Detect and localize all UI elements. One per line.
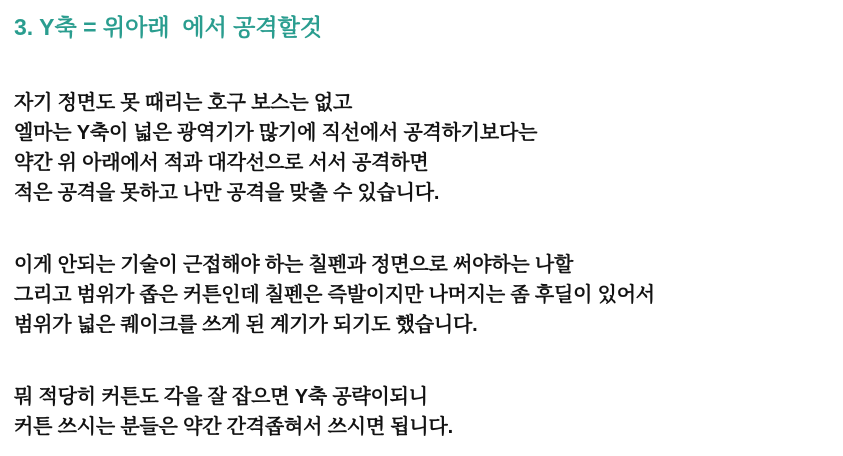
paragraph [14, 250, 829, 340]
text-line: 뭐 적당히 커튼도 각을 잘 잡으면 Y축 공략이되니 [14, 386, 428, 408]
text-line: 이게 안되는 기술이 근접해야 하는 칠펜과 정면으로 써야하는 나할 [14, 254, 574, 276]
paragraph [14, 382, 829, 442]
text-line: 적은 공격을 못하고 나만 공격을 맞출 수 있습니다. [14, 182, 440, 204]
paragraph-container [14, 88, 829, 442]
section-heading: 3. Y축 = 위아래 에서 공격할것 [14, 14, 323, 40]
text-line: 약간 위 아래에서 적과 대각선으로 서서 공격하면 [14, 152, 429, 174]
text-line: 범위가 넓은 퀘이크를 쓰게 된 계기가 되기도 했습니다. [14, 314, 478, 336]
text-line: 엘마는 Y축이 넓은 광역기가 많기에 직선에서 공격하기보다는 [14, 122, 538, 144]
text-line: 그리고 범위가 좁은 커튼인데 칠펜은 즉발이지만 나머지는 좀 후딜이 있어서 [14, 284, 655, 306]
text-line: 커튼 쓰시는 분들은 약간 간격좁혀서 쓰시면 됩니다. [14, 416, 454, 438]
paragraph [14, 88, 829, 208]
text-line: 자기 정면도 못 때리는 호구 보스는 없고 [14, 92, 353, 114]
